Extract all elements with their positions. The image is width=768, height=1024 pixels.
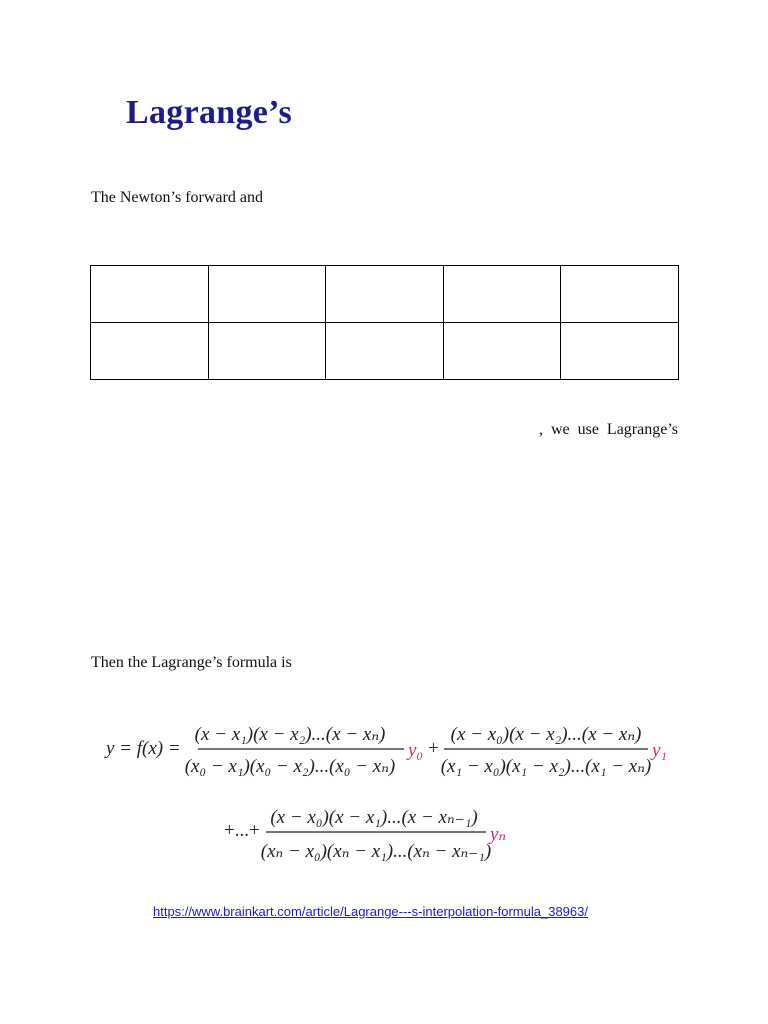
source-link[interactable]: https://www.brainkart.com/article/Lagrange---s-interpolation-formula_38963/ <box>153 904 588 919</box>
term1-numerator: (x − x₁)(x − x₂)...(x − xₙ) <box>194 724 386 745</box>
term3-denominator: (xₙ − x₀)(xₙ − x₁)...(xₙ − xₙ₋₁) <box>260 841 492 862</box>
table-cell <box>326 266 444 323</box>
intro-paragraph: The Newton’s forward and <box>91 189 263 206</box>
continuation-sign: +...+ <box>224 820 260 841</box>
table-cell <box>326 323 444 380</box>
term1-denominator: (x₀ − x₁)(x₀ − x₂)...(x₀ − xₙ) <box>184 756 396 777</box>
term1-y: y₀ <box>408 740 424 761</box>
table-cell <box>561 266 679 323</box>
lagrange-formula <box>100 706 680 878</box>
table-cell <box>208 323 326 380</box>
term3-y: yₙ <box>490 824 507 845</box>
formula-image <box>100 706 680 878</box>
page-title: Lagrange’s <box>126 94 293 131</box>
continuation-paragraph: , we use Lagrange’s <box>538 421 678 438</box>
formula-intro: Then the Lagrange’s formula is <box>91 654 292 671</box>
table-cell <box>443 323 561 380</box>
term2-y: y₁ <box>652 740 668 761</box>
term2-denominator: (x₁ − x₀)(x₁ − x₂)...(x₁ − xₙ) <box>440 756 652 777</box>
table-cell <box>208 266 326 323</box>
term3-numerator: (x − x₀)(x − x₁)...(x − xₙ₋₁) <box>270 807 478 828</box>
data-table <box>90 265 679 380</box>
formula-lhs: y = f(x) = <box>106 738 181 759</box>
table-row <box>91 323 679 380</box>
table-row <box>91 266 679 323</box>
table-cell <box>91 266 209 323</box>
table-cell <box>561 323 679 380</box>
table-cell <box>91 323 209 380</box>
table-cell <box>443 266 561 323</box>
plus-sign: + <box>428 738 439 759</box>
term2-numerator: (x − x₀)(x − x₂)...(x − xₙ) <box>450 724 642 745</box>
